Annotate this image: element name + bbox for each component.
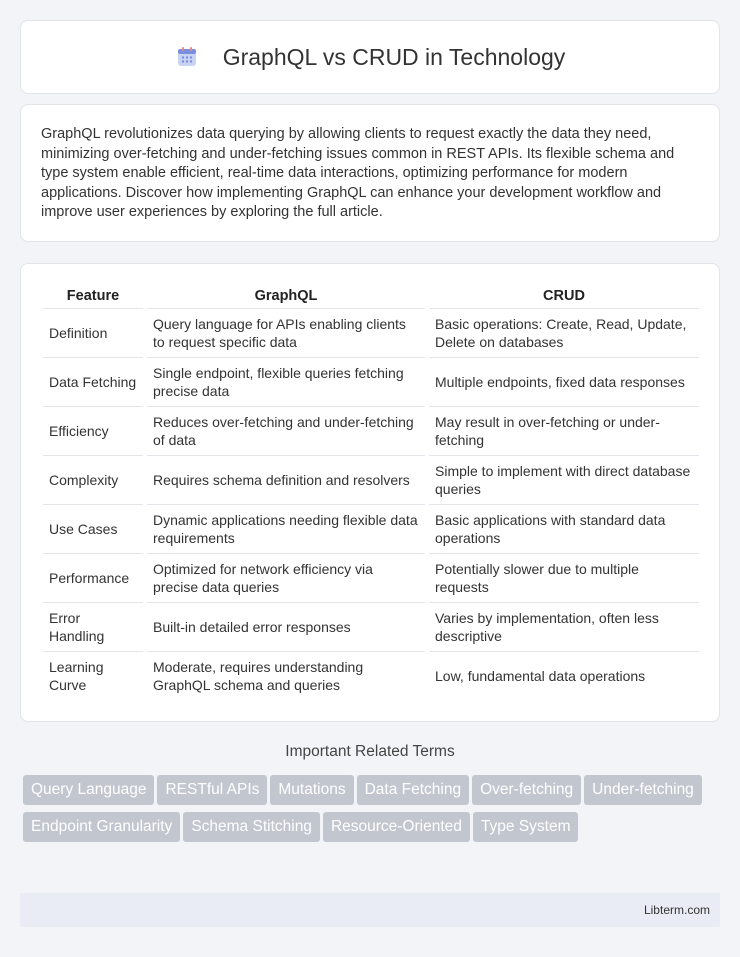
footer bbox=[20, 893, 720, 927]
cell-graphql: Single endpoint, flexible queries fetching precise data bbox=[145, 357, 427, 406]
related-terms-title: Important Related Terms bbox=[285, 743, 455, 760]
intro-text: GraphQL revolutionizes data querying by allowing clients to request exactly the data they need, minimizing over-fetching and under-fetching issues common in REST APIs. Its flexible schema and type system enable efficient, real-time data interactions, optimizing performance for modern applications. Discover how implementing GraphQL can enhance your development workflow and improve user experiences by exploring the full article. bbox=[41, 126, 675, 220]
table-row bbox=[43, 651, 699, 700]
related-term-tag[interactable]: Over-fetching bbox=[472, 775, 581, 805]
column-header-crud: CRUD bbox=[427, 284, 699, 308]
table-row bbox=[43, 406, 699, 455]
cell-graphql: Built-in detailed error responses bbox=[145, 602, 427, 651]
cell-feature: Error Handling bbox=[43, 602, 145, 651]
cell-feature: Complexity bbox=[43, 455, 145, 504]
cell-feature: Learning Curve bbox=[43, 651, 145, 700]
column-header-feature: Feature bbox=[66, 287, 120, 304]
footer-link[interactable]: Libterm.com bbox=[643, 903, 710, 917]
related-term-tag[interactable]: Data Fetching bbox=[357, 775, 470, 805]
cell-crud: Simple to implement with direct database queries bbox=[427, 455, 699, 504]
related-term-tag[interactable]: Type System bbox=[473, 812, 579, 842]
related-term-tag[interactable]: RESTful APIs bbox=[157, 775, 267, 805]
table-row bbox=[43, 553, 699, 602]
cell-crud: Basic operations: Create, Read, Update, Delete on databases bbox=[427, 308, 699, 357]
related-term-tag[interactable]: Endpoint Granularity bbox=[23, 812, 180, 842]
table-row bbox=[43, 308, 699, 357]
cell-feature: Use Cases bbox=[43, 504, 145, 553]
intro-card bbox=[20, 104, 720, 242]
comparison-table bbox=[43, 284, 699, 700]
related-terms-list bbox=[23, 775, 723, 849]
related-term-tag[interactable]: Query Language bbox=[23, 775, 154, 805]
cell-crud: Multiple endpoints, fixed data responses bbox=[427, 357, 699, 406]
cell-graphql: Optimized for network efficiency via precise data queries bbox=[145, 553, 427, 602]
cell-feature: Definition bbox=[43, 308, 145, 357]
cell-crud: Low, fundamental data operations bbox=[427, 651, 699, 700]
table-row bbox=[43, 602, 699, 651]
related-term-tag[interactable]: Resource-Oriented bbox=[323, 812, 470, 842]
cell-feature: Data Fetching bbox=[43, 357, 145, 406]
cell-crud: May result in over-fetching or under-fetching bbox=[427, 406, 699, 455]
cell-graphql: Moderate, requires understanding GraphQL schema and queries bbox=[145, 651, 427, 700]
table-row bbox=[43, 455, 699, 504]
header-card bbox=[20, 20, 720, 94]
cell-graphql: Reduces over-fetching and under-fetching of data bbox=[145, 406, 427, 455]
cell-crud: Basic applications with standard data operations bbox=[427, 504, 699, 553]
table-row bbox=[43, 504, 699, 553]
cell-crud: Varies by implementation, often less descriptive bbox=[427, 602, 699, 651]
cell-feature: Efficiency bbox=[43, 406, 145, 455]
page-title: GraphQL vs CRUD in Technology bbox=[222, 43, 566, 70]
cell-graphql: Requires schema definition and resolvers bbox=[145, 455, 427, 504]
table-body bbox=[43, 308, 699, 700]
cell-feature: Performance bbox=[43, 553, 145, 602]
cell-crud: Potentially slower due to multiple requests bbox=[427, 553, 699, 602]
calendar-icon bbox=[175, 45, 199, 69]
related-term-tag[interactable]: Under-fetching bbox=[584, 775, 702, 805]
cell-graphql: Dynamic applications needing flexible data requirements bbox=[145, 504, 427, 553]
column-header-graphql: GraphQL bbox=[145, 284, 427, 308]
related-term-tag[interactable]: Schema Stitching bbox=[183, 812, 320, 842]
related-term-tag[interactable]: Mutations bbox=[270, 775, 353, 805]
comparison-card bbox=[20, 263, 720, 722]
cell-graphql: Query language for APIs enabling clients to request specific data bbox=[145, 308, 427, 357]
table-row bbox=[43, 357, 699, 406]
